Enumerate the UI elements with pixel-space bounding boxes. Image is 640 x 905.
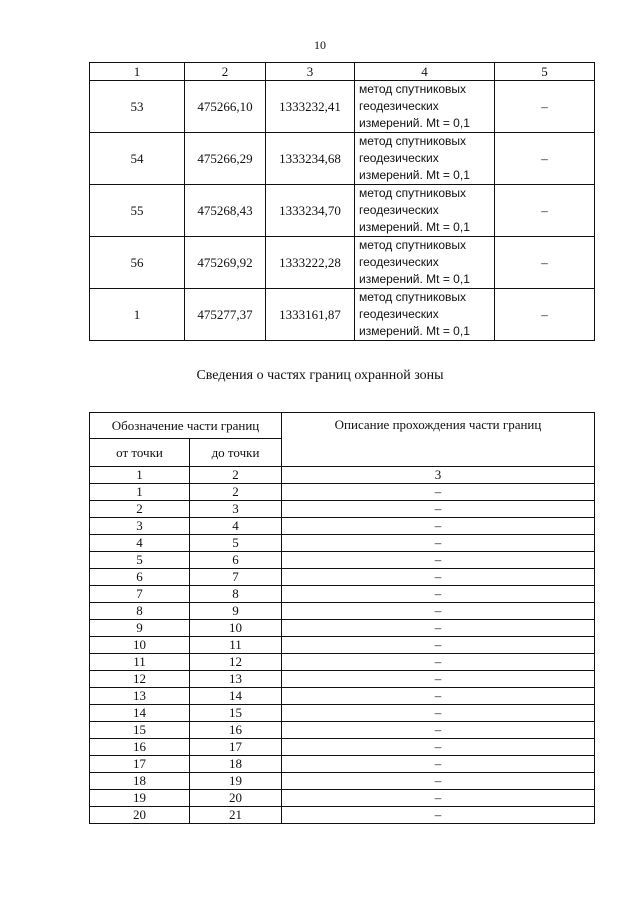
to-point-cell: 2 — [190, 484, 282, 501]
section-title: Сведения о частях границ охранной зоны — [196, 368, 444, 383]
from-point-cell: 7 — [90, 586, 190, 603]
numbering-cell: 2 — [190, 467, 282, 484]
description-cell: – — [282, 620, 595, 637]
method-line: измерений. Mt = 0,1 — [359, 324, 470, 338]
to-point-cell: 20 — [190, 790, 282, 807]
to-point-cell: 4 — [190, 518, 282, 535]
to-point-cell: 9 — [190, 603, 282, 620]
from-point-header: от точки — [90, 439, 190, 467]
table-row — [90, 671, 595, 688]
description-cell: – — [282, 603, 595, 620]
from-point-cell: 15 — [90, 722, 190, 739]
method-line: геодезических — [359, 307, 439, 321]
to-point-cell: 12 — [190, 654, 282, 671]
method-cell — [355, 289, 495, 341]
from-point-cell: 1 — [90, 484, 190, 501]
description-cell: – — [282, 586, 595, 603]
to-point-cell: 13 — [190, 671, 282, 688]
table-row — [90, 705, 595, 722]
description-cell: – — [282, 654, 595, 671]
boundary-parts-table — [89, 412, 595, 824]
header-cell: 3 — [266, 63, 355, 81]
from-point-cell: 3 — [90, 518, 190, 535]
from-point-cell: 11 — [90, 654, 190, 671]
to-point-cell: 17 — [190, 739, 282, 756]
method-cell — [355, 237, 495, 289]
from-point-cell: 17 — [90, 756, 190, 773]
table-row — [90, 535, 595, 552]
method-cell — [355, 81, 495, 133]
from-point-cell: 2 — [90, 501, 190, 518]
description-cell: – — [282, 535, 595, 552]
note-cell: – — [495, 289, 595, 341]
table-row — [90, 807, 595, 824]
header-cell: 1 — [90, 63, 185, 81]
description-cell: – — [282, 637, 595, 654]
to-point-cell: 19 — [190, 773, 282, 790]
header-cell: 2 — [185, 63, 266, 81]
description-cell: – — [282, 552, 595, 569]
method-line: измерений. Mt = 0,1 — [359, 272, 470, 286]
from-point-cell: 13 — [90, 688, 190, 705]
method-cell — [355, 185, 495, 237]
method-line: измерений. Mt = 0,1 — [359, 116, 470, 130]
description-cell: – — [282, 807, 595, 824]
from-point-cell: 18 — [90, 773, 190, 790]
from-point-cell: 12 — [90, 671, 190, 688]
x-coordinate-cell: 475266,10 — [185, 81, 266, 133]
method-line: метод спутниковых — [359, 238, 467, 252]
method-line: геодезических — [359, 255, 439, 269]
description-cell: – — [282, 501, 595, 518]
table-row — [90, 688, 595, 705]
point-cell: 1 — [90, 289, 185, 341]
table-row — [90, 790, 595, 807]
point-cell: 54 — [90, 133, 185, 185]
parts-table-header — [90, 413, 595, 439]
to-point-cell: 10 — [190, 620, 282, 637]
from-point-cell: 10 — [90, 637, 190, 654]
note-cell: – — [495, 237, 595, 289]
from-point-cell: 8 — [90, 603, 190, 620]
designation-header: Обозначение части границ — [90, 413, 282, 439]
method-line: измерений. Mt = 0,1 — [359, 220, 470, 234]
numbering-cell: 1 — [90, 467, 190, 484]
to-point-cell: 15 — [190, 705, 282, 722]
table-row — [90, 133, 595, 185]
coordinates-table — [89, 62, 595, 341]
to-point-cell: 3 — [190, 501, 282, 518]
numbering-row — [90, 467, 595, 484]
description-cell: – — [282, 756, 595, 773]
from-point-cell: 6 — [90, 569, 190, 586]
x-coordinate-cell: 475277,37 — [185, 289, 266, 341]
method-cell — [355, 133, 495, 185]
y-coordinate-cell: 1333234,68 — [266, 133, 355, 185]
method-line: геодезических — [359, 99, 439, 113]
table-row — [90, 654, 595, 671]
header-cell: 4 — [355, 63, 495, 81]
table-row — [90, 501, 595, 518]
method-line: метод спутниковых — [359, 82, 467, 96]
table-row — [90, 722, 595, 739]
to-point-cell: 7 — [190, 569, 282, 586]
table-row — [90, 185, 595, 237]
to-point-cell: 5 — [190, 535, 282, 552]
y-coordinate-cell: 1333232,41 — [266, 81, 355, 133]
to-point-header: до точки — [190, 439, 282, 467]
description-header: Описание прохождения части границ — [282, 413, 595, 467]
table-row — [90, 637, 595, 654]
point-cell: 53 — [90, 81, 185, 133]
note-cell: – — [495, 133, 595, 185]
to-point-cell: 21 — [190, 807, 282, 824]
description-cell: – — [282, 790, 595, 807]
description-cell: – — [282, 484, 595, 501]
method-line: метод спутниковых — [359, 186, 467, 200]
from-point-cell: 5 — [90, 552, 190, 569]
to-point-cell: 16 — [190, 722, 282, 739]
x-coordinate-cell: 475268,43 — [185, 185, 266, 237]
to-point-cell: 6 — [190, 552, 282, 569]
table-row — [90, 237, 595, 289]
to-point-cell: 18 — [190, 756, 282, 773]
description-cell: – — [282, 671, 595, 688]
table-row — [90, 586, 595, 603]
to-point-cell: 11 — [190, 637, 282, 654]
method-line: геодезических — [359, 203, 439, 217]
table-row — [90, 81, 595, 133]
header-cell: 5 — [495, 63, 595, 81]
point-cell: 55 — [90, 185, 185, 237]
x-coordinate-cell: 475269,92 — [185, 237, 266, 289]
from-point-cell: 20 — [90, 807, 190, 824]
method-line: измерений. Mt = 0,1 — [359, 168, 470, 182]
y-coordinate-cell: 1333234,70 — [266, 185, 355, 237]
table-row — [90, 552, 595, 569]
description-cell: – — [282, 569, 595, 586]
method-line: метод спутниковых — [359, 134, 467, 148]
numbering-cell: 3 — [282, 467, 595, 484]
from-point-cell: 19 — [90, 790, 190, 807]
table-row — [90, 569, 595, 586]
table-row — [90, 756, 595, 773]
table-row — [90, 603, 595, 620]
table-row — [90, 620, 595, 637]
description-cell: – — [282, 688, 595, 705]
from-point-cell: 4 — [90, 535, 190, 552]
page-number: 10 — [314, 38, 326, 52]
y-coordinate-cell: 1333222,28 — [266, 237, 355, 289]
description-cell: – — [282, 705, 595, 722]
to-point-cell: 8 — [190, 586, 282, 603]
description-cell: – — [282, 739, 595, 756]
point-cell: 56 — [90, 237, 185, 289]
note-cell: – — [495, 185, 595, 237]
table-row — [90, 773, 595, 790]
to-point-cell: 14 — [190, 688, 282, 705]
table-row — [90, 518, 595, 535]
from-point-cell: 9 — [90, 620, 190, 637]
description-cell: – — [282, 518, 595, 535]
y-coordinate-cell: 1333161,87 — [266, 289, 355, 341]
description-cell: – — [282, 722, 595, 739]
description-cell: – — [282, 773, 595, 790]
note-cell: – — [495, 81, 595, 133]
table-row — [90, 484, 595, 501]
from-point-cell: 16 — [90, 739, 190, 756]
coordinates-table-header — [90, 63, 595, 81]
table-row — [90, 289, 595, 341]
method-line: метод спутниковых — [359, 290, 467, 304]
table-row — [90, 739, 595, 756]
from-point-cell: 14 — [90, 705, 190, 722]
method-line: геодезических — [359, 151, 439, 165]
x-coordinate-cell: 475266,29 — [185, 133, 266, 185]
